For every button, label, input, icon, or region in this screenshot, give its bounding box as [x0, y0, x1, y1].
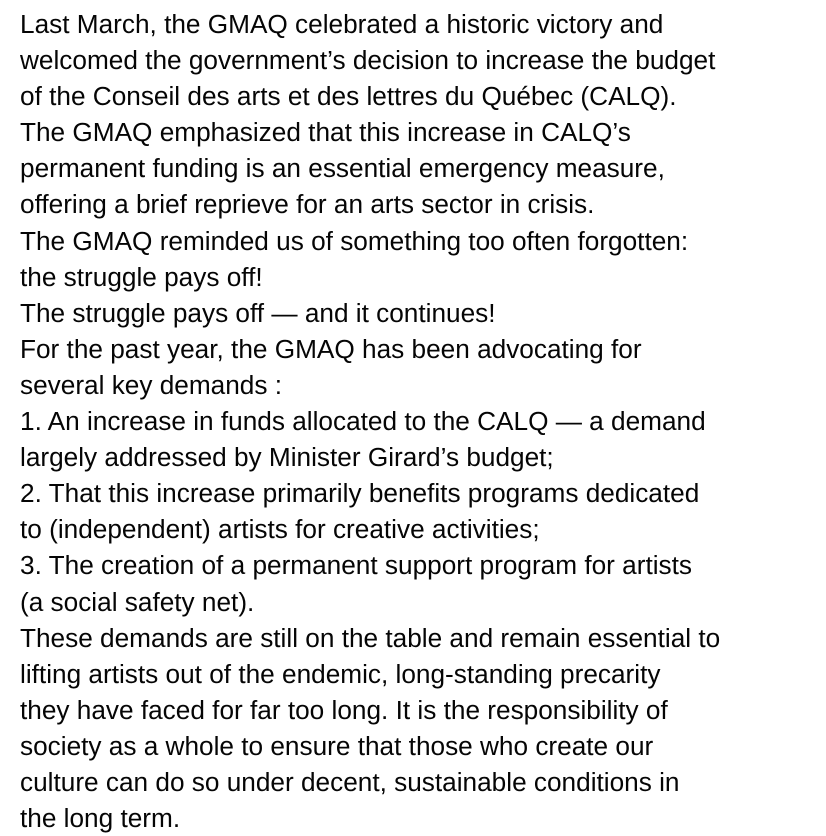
post-line: largely addressed by Minister Girard’s budget;	[20, 442, 554, 473]
post-line: the long term.	[20, 803, 181, 834]
post-line: Last March, the GMAQ celebrated a historic victory and	[20, 9, 664, 39]
post-line: For the past year, the GMAQ has been advocating for	[20, 333, 642, 364]
post-line: 2. That this increase primarily benefits programs dedicated	[20, 478, 700, 509]
post-line: 1. An increase in funds allocated to the CALQ — a demand	[20, 406, 706, 437]
post-line: 3. The creation of a permanent support program for artists	[20, 550, 693, 581]
post-line: The GMAQ reminded us of something too often forgotten:	[20, 225, 689, 256]
post-line: lifting artists out of the endemic, long-standing precarity	[20, 658, 661, 689]
post-line: they have faced for far too long. It is the responsibility of	[20, 694, 668, 725]
post-line: The struggle pays off — and it continues!	[20, 297, 496, 328]
post-line: The GMAQ emphasized that this increase in CALQ’s	[20, 117, 631, 148]
post-line: permanent funding is an essential emergency measure,	[20, 153, 665, 184]
post-line: These demands are still on the table and remain essential to	[20, 622, 721, 653]
post-line: several key demands :	[20, 369, 283, 400]
post-line: offering a brief reprieve for an arts sector in crisis.	[20, 189, 595, 220]
post-line: society as a whole to ensure that those who create our	[20, 730, 654, 761]
post-line: the struggle pays off!	[20, 261, 263, 292]
post-line: to (independent) artists for creative activities;	[20, 514, 540, 545]
post-line: culture can do so under decent, sustainable conditions in	[20, 766, 680, 797]
post-body	[20, 6, 820, 836]
post-line: of the Conseil des arts et des lettres du Québec (CALQ).	[20, 81, 677, 112]
post-line: (a social safety net).	[20, 586, 255, 617]
post-line: welcomed the government’s decision to increase the budget	[20, 45, 716, 76]
